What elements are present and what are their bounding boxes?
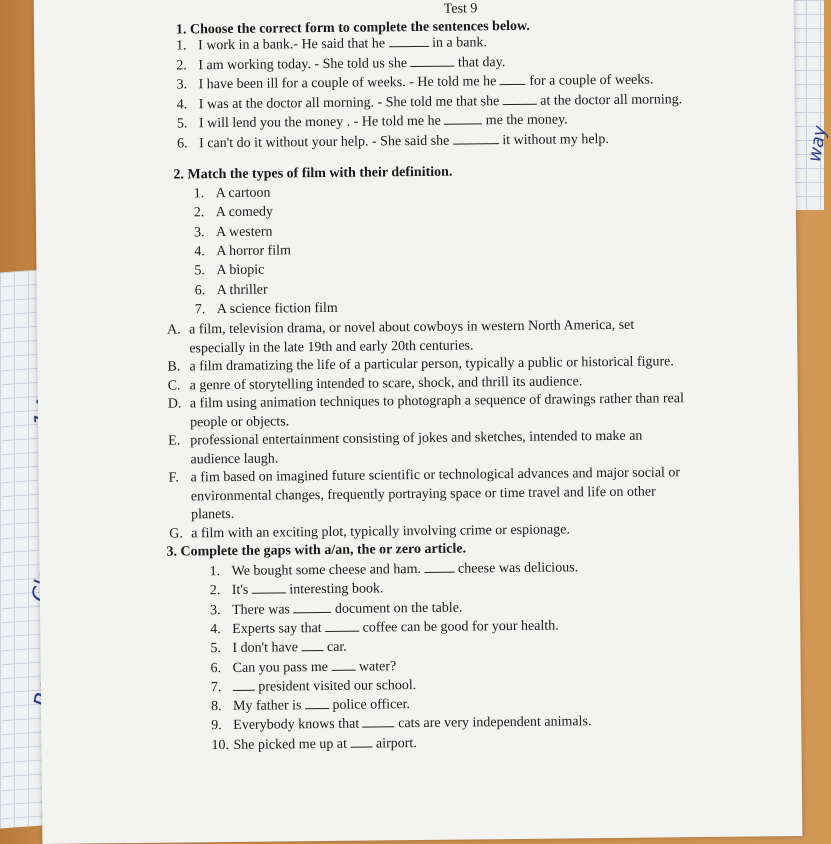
film-type: A cartoon — [216, 186, 271, 202]
film-type: A science fiction film — [217, 301, 338, 317]
item-text: cats are very independent animals. — [395, 715, 592, 732]
answer-blank[interactable] — [252, 583, 286, 594]
film-item — [195, 301, 338, 318]
item-text: There was — [232, 602, 294, 618]
sentence-item — [176, 55, 505, 74]
item-number: 1. — [176, 38, 198, 54]
item-number: 4. — [210, 622, 232, 638]
answer-blank[interactable] — [301, 640, 323, 651]
item-number: 5. — [194, 263, 216, 279]
answer-blank[interactable] — [293, 602, 331, 613]
definition-line — [169, 522, 570, 542]
item-number: 7. — [195, 302, 217, 318]
item-text: interesting book. — [286, 582, 384, 598]
item-number: 6. — [177, 136, 199, 152]
sentence-item — [176, 35, 487, 54]
item-text: I can't do it without your help. - She said she — [199, 133, 453, 151]
gap-item — [210, 560, 579, 580]
definition-text: a fim based on imagined future scientific or technological advances and major social or — [191, 465, 681, 485]
answer-blank[interactable] — [500, 74, 526, 85]
answer-blank[interactable] — [233, 680, 255, 691]
answer-blank[interactable] — [331, 659, 355, 670]
item-number: 3. — [210, 603, 232, 619]
item-text: I am working today. - She told us she — [198, 56, 410, 73]
film-item — [194, 186, 271, 203]
film-item — [194, 243, 291, 260]
sentence-item — [177, 92, 683, 113]
definition-line — [167, 318, 634, 339]
section1-heading: 1. Choose the correct form to complete the sentences below. — [176, 19, 530, 39]
definition-text: a genre of storytelling intended to scare, shock, and thrill its audience. — [190, 374, 583, 393]
item-number: 6. — [195, 283, 217, 299]
gap-item — [211, 697, 410, 715]
answer-blank[interactable] — [444, 113, 482, 124]
answer-blank[interactable] — [363, 717, 395, 728]
gap-item — [211, 659, 397, 677]
definition-letter: F. — [169, 470, 191, 486]
gap-item — [211, 715, 591, 735]
definition-letter: C. — [168, 378, 190, 394]
answer-blank[interactable] — [453, 133, 499, 144]
item-number: 2. — [176, 58, 198, 74]
item-text: document on the table. — [331, 600, 462, 616]
film-type: A western — [216, 224, 273, 240]
item-text: at the doctor all morning. — [537, 92, 683, 109]
item-number: 4. — [177, 97, 199, 113]
film-item — [194, 224, 273, 241]
definition-text: professional entertainment consisting of jokes and sketches, intended to make an — [190, 429, 642, 449]
item-text: I will lend you the money . - He told me he — [199, 114, 444, 132]
item-text: water? — [355, 659, 396, 674]
answer-blank[interactable] — [503, 93, 537, 104]
section3-heading: 3. Complete the gaps with a/an, the or zero article. — [166, 542, 466, 561]
item-number: 1. — [194, 186, 216, 202]
definition-text: environmental changes, frequently portraying space or time travel and life on other — [191, 484, 656, 504]
item-number: 2. — [210, 583, 232, 599]
answer-blank[interactable] — [325, 621, 359, 632]
item-text: She picked me up at — [233, 736, 350, 752]
film-item — [194, 263, 264, 280]
definition-line — [167, 354, 674, 375]
definition-text: a film with an exciting plot, typically involving crime or espionage. — [191, 522, 570, 541]
film-type: A comedy — [216, 205, 273, 221]
item-text: in a bank. — [429, 35, 487, 51]
definition-text: especially in the late 19th and early 20th centuries. — [189, 338, 473, 356]
item-number: 8. — [211, 699, 233, 715]
item-number: 9. — [211, 718, 233, 734]
item-text: police officer. — [329, 697, 410, 713]
definition-text: people or objects. — [190, 414, 289, 430]
test-sheet — [34, 0, 803, 844]
item-text: I work in a bank.- He said that he — [198, 36, 389, 53]
definition-text: a film, television drama, or novel about cowboys in western North America, set — [189, 318, 634, 338]
item-text: I have been ill for a couple of weeks. - He told me he — [198, 74, 499, 92]
item-text: I was at the doctor all morning. - She told me that she — [199, 94, 503, 112]
definition-line — [168, 429, 642, 450]
item-text: car. — [323, 640, 346, 655]
gap-item — [211, 678, 417, 696]
item-text: Can you pass me — [233, 659, 332, 675]
item-number: 6. — [211, 660, 233, 676]
sentence-item — [177, 112, 568, 132]
item-number: 7. — [211, 680, 233, 696]
film-item — [195, 282, 268, 299]
answer-blank[interactable] — [424, 562, 454, 573]
item-number: 1. — [210, 564, 232, 580]
answer-blank[interactable] — [410, 55, 454, 66]
answer-blank[interactable] — [389, 36, 429, 47]
film-type: A biopic — [216, 263, 264, 279]
item-number: 5. — [210, 641, 232, 657]
item-number: 4. — [194, 244, 216, 260]
item-text: that day. — [454, 55, 505, 71]
definition-letter: A. — [167, 322, 189, 338]
definition-line — [167, 338, 473, 357]
item-number: 2. — [194, 205, 216, 221]
item-text: it without my help. — [499, 131, 609, 147]
item-text: My father is — [233, 698, 305, 714]
film-type: A thriller — [217, 282, 268, 298]
item-text: Everybody knows that — [233, 717, 363, 733]
item-text: airport. — [372, 736, 416, 751]
answer-blank[interactable] — [350, 736, 372, 747]
section2-heading: 2. Match the types of film with their definition. — [173, 165, 452, 184]
definition-line — [169, 507, 234, 524]
definition-letter: E. — [168, 433, 190, 449]
gap-item — [210, 640, 347, 657]
gap-item — [211, 736, 417, 754]
item-text: coffee can be good for your health. — [359, 618, 559, 635]
definition-letter: B. — [167, 359, 189, 375]
handwriting-right: way — [804, 124, 831, 163]
film-item — [194, 205, 273, 222]
gap-item — [210, 582, 384, 600]
definition-text: a film dramatizing the life of a particular person, typically a public or historical figure. — [189, 354, 674, 374]
definition-line — [168, 374, 583, 394]
item-number: 3. — [194, 225, 216, 241]
item-text: president visited our school. — [255, 678, 417, 695]
item-text: cheese was delicious. — [454, 560, 578, 576]
item-text: Experts say that — [232, 621, 325, 637]
gap-item — [210, 600, 463, 619]
item-text: We bought some cheese and ham. — [232, 562, 425, 579]
sentence-item — [177, 131, 609, 152]
definition-line — [168, 451, 278, 468]
item-number: 10. — [211, 738, 233, 754]
film-type: A horror film — [216, 243, 291, 259]
definition-letter: G. — [169, 526, 191, 542]
definition-letter: D. — [168, 396, 190, 412]
definition-line — [169, 484, 656, 505]
item-number: 3. — [176, 77, 198, 93]
item-text: I don't have — [232, 640, 301, 656]
definition-line — [168, 391, 684, 412]
definition-line — [169, 465, 681, 486]
definition-text: audience laugh. — [190, 451, 278, 467]
test-title: Test 9 — [444, 1, 478, 17]
sentence-item — [176, 73, 653, 94]
item-text: for a couple of weeks. — [526, 73, 654, 89]
definition-text: a film using animation techniques to photograph a sequence of drawings rather than real — [190, 391, 684, 411]
item-text: It's — [232, 583, 252, 598]
definition-line — [168, 414, 289, 431]
item-text: me the money. — [482, 112, 568, 128]
gap-item — [210, 618, 559, 638]
answer-blank[interactable] — [305, 698, 329, 709]
item-number: 5. — [177, 116, 199, 132]
definition-text: planets. — [191, 507, 234, 522]
